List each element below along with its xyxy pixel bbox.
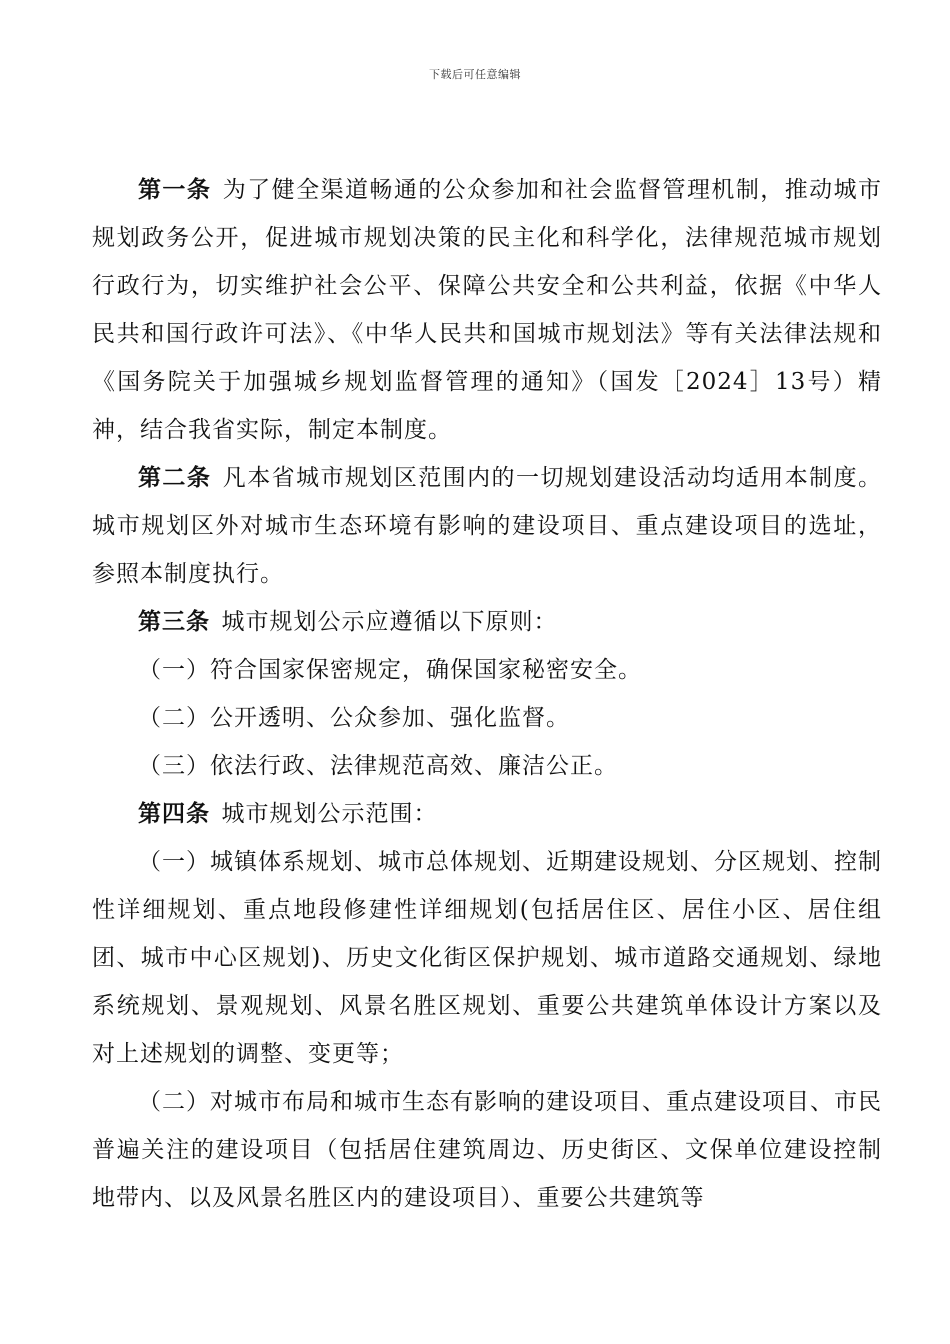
item-text: （一）城镇体系规划、城市总体规划、近期建设规划、分区规划、控制性详细规划、重点地段修建性详细规划(包括居住区、居住小区、居住组团、城市中心区规划)、历史文化街区保护规划、城市道路交通规划、绿地系统规划、景观规划、风景名胜区规划、重要公共建筑单体设计方案以及对上述规划的调整、变更等； [92,849,882,1067]
article-text: 凡本省城市规划区范围内的一切规划建设活动均适用本制度。城市规划区外对城市生态环境有影响的建设项目、重点建设项目的选址，参照本制度执行。 [92,465,883,587]
article-1 [92,166,882,454]
item-text: （二）公开透明、公众参加、强化监督。 [138,705,570,731]
item-text: （一）符合国家保密规定，确保国家秘密安全。 [138,657,642,683]
article-text: 城市规划公示范围： [221,801,438,827]
article-heading: 第三条 [138,608,210,635]
article-heading: 第二条 [138,464,212,491]
scope-item [92,1078,882,1222]
article-heading: 第一条 [138,176,212,203]
document-body [92,166,882,1222]
article-text: 为了健全渠道畅通的公众参加和社会监督管理机制，推动城市规划政务公开，促进城市规划决策的民主化和科学化，法律规范城市规划行政行为，切实维护社会公平、保障公共安全和公共利益，依据《中华人民共和国行政许可法》、《中华人民共和国城市规划法》等有关法律法规和《国务院关于加强城乡规划监督管理的通知》（国发［2024］13号）精神，结合我省实际，制定本制度。 [92,177,883,443]
article-4 [92,790,882,838]
article-3 [92,598,882,646]
page-header: 下载后可任意编辑 [429,68,521,81]
principle-item [92,646,882,694]
article-2 [92,454,882,598]
article-text: 城市规划公示应遵循以下原则： [221,609,558,635]
principle-item [92,742,882,790]
item-text: （三）依法行政、法律规范高效、廉洁公正。 [138,753,618,779]
item-text: （二）对城市布局和城市生态有影响的建设项目、重点建设项目、市民普遍关注的建设项目（包括居住建筑周边、历史街区、文保单位建设控制地带内、以及风景名胜区内的建设项目）、重要公共建筑等 [92,1089,882,1211]
scope-item [92,838,882,1078]
article-heading: 第四条 [138,800,210,827]
principle-item [92,694,882,742]
